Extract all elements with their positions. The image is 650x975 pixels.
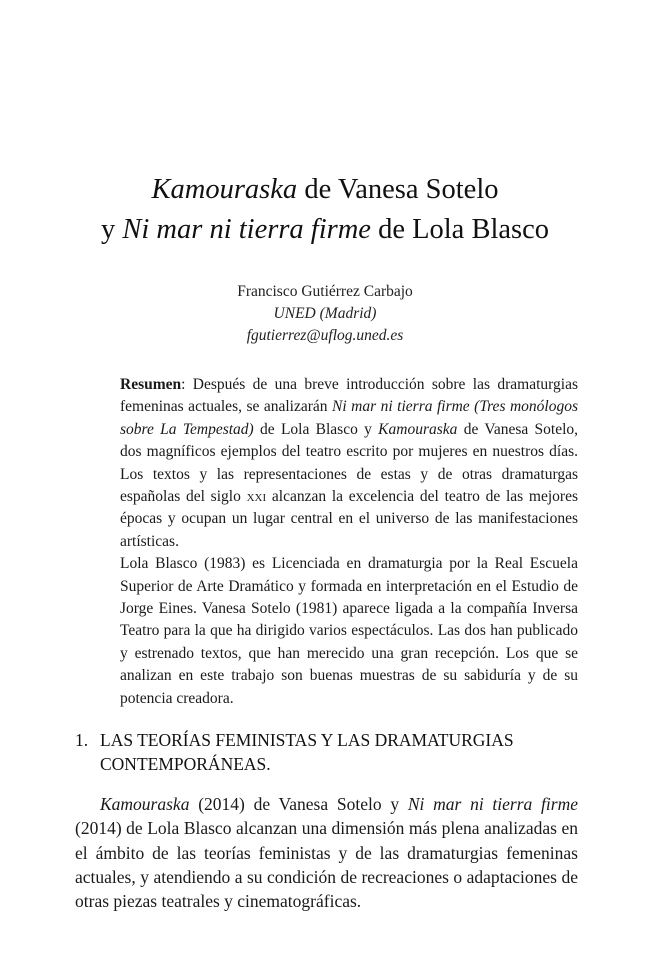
body-paragraph [75,792,578,913]
body-text-run: (2014) de Lola Blasco alcanzan una dimensión más plena analizadas en el ámbito de las teorías feministas y de las dramaturgias femeninas actuales, y atendiendo a su condición de recreaciones o adaptaciones de otras piezas teatrales y cinematográficas. [75,818,578,912]
title-work-1: Kamouraska [151,174,298,205]
body-text-run: (2014) de Vanesa Sotelo y [189,794,408,814]
abstract-text: de Lola Blasco y [253,420,379,438]
body-text [75,792,578,913]
title-line-2-prefix: y [100,214,123,245]
body-work-title-1: Kamouraska [100,794,190,814]
author-name: Francisco Gutiérrez Carbajo [237,283,413,300]
abstract-text: de Vanesa Sotelo, dos magníficos ejemplos del teatro escrito por mujeres en nuestros días. Los textos y las representaciones de estas y de otras dramaturgas españolas del siglo [120,420,579,506]
title-line-1-rest: de Vanesa Sotelo [297,174,499,205]
abstract-label: Resumen [120,376,182,393]
abstract-paragraph-2: Lola Blasco (1983) es Licenciada en dramaturgia por la Real Escuela Superior de Arte Dramático y formada en interpretación en el Estudio de Jorge Eines. Vanesa Sotelo (1981) aparece ligada a la compañía Inversa Teatro para la que ha dirigido varios espectáculos. Las dos han publicado y estrenado textos, que han merecido una gran recepción. Los que se analizan en este trabajo son buenas muestras de su sabiduría y de su potencia creadora. [120,555,578,707]
author-email: fgutierrez@uflog.uned.es [246,327,404,344]
abstract [120,374,578,710]
author-block [0,281,650,347]
title-work-2: Ni mar ni tierra firme [122,214,371,245]
section-number: 1. [75,730,89,750]
abstract-text: : Después de una breve introducción sobre las dramaturgias femeninas actuales, se analizarán [120,376,578,416]
title-line-1 [0,170,650,210]
author-affiliation: UNED (Madrid) [273,305,377,322]
abstract-work-title-1: Ni mar ni tierra firme (Tres monólogos sobre La Tempestad) [120,398,578,438]
section-heading [75,728,595,776]
section-title: LAS TEORÍAS FEMINISTAS Y LAS DRAMATURGIAS CONTEMPORÁNEAS. [100,730,514,774]
abstract-paragraph-1 [120,374,578,553]
title-line-2-rest: de Lola Blasco [370,214,550,245]
body-work-title-2: Ni mar ni tierra firme [407,794,578,814]
abstract-work-title-2: Kamouraska [378,420,458,438]
title-line-2 [0,210,650,250]
abstract-century: xxi [246,488,267,506]
abstract-text: alcanzan la excelencia del teatro de las mejores épocas y ocupan un lugar central en el universo de las manifestaciones artísticas. [120,488,578,550]
article-title [0,170,650,250]
